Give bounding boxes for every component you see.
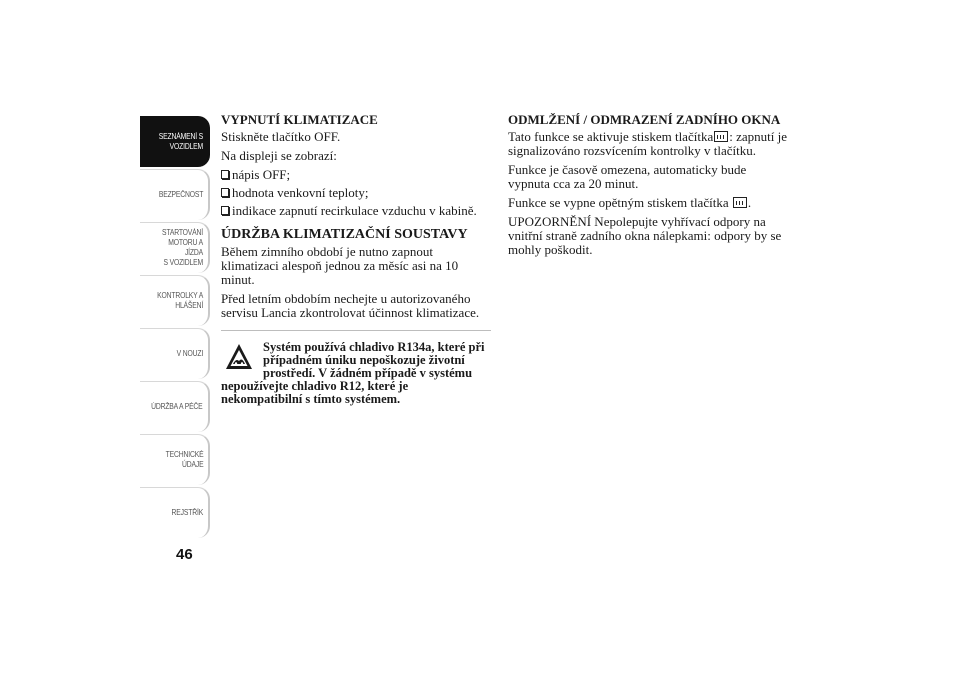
text-run: .: [747, 195, 752, 210]
tab-label: REJSTŘÍK: [171, 508, 203, 517]
text-run: Funkce se vypne opětným stiskem tlačítka: [508, 195, 729, 210]
display-items-list: [221, 168, 491, 218]
heading-vypnuti-klimatizace: VYPNUTÍ KLIMATIZACE: [221, 112, 378, 127]
heading-udrzba-klimatizace: ÚDRŽBA KLIMATIZAČNÍ SOUSTAVY: [221, 227, 468, 242]
tab-label: STARTOVÁNÍ MOTORU A JÍZDA S VOZIDLEM: [161, 228, 203, 267]
paragraph: UPOZORNĚNÍ Nepolepujte vyhřívací odpory na vnitřní straně zadního okna nálepkami: odpory by se mohly poškodit.: [508, 214, 782, 257]
page-number: 46: [176, 546, 193, 563]
tab-startovani[interactable]: [140, 222, 210, 273]
tab-bezpecnost[interactable]: [140, 169, 210, 220]
paragraph: Na displeji se zobrazí:: [221, 148, 337, 163]
paragraph: [508, 130, 788, 158]
tab-kontrolky[interactable]: [140, 275, 210, 326]
tab-rejstrik[interactable]: [140, 487, 210, 538]
tab-technicke-udaje[interactable]: [140, 434, 210, 485]
checkbox-bullet-icon: [221, 206, 229, 215]
paragraph: [508, 196, 788, 210]
list-item-text: indikace zapnutí recirkulace vzduchu v kabině.: [232, 203, 477, 218]
checkbox-bullet-icon: [221, 170, 229, 179]
list-item: [221, 204, 491, 218]
tab-label: V NOUZI: [176, 349, 203, 358]
tab-label: SEZNÁMENÍ S VOZIDLEM: [158, 132, 203, 151]
text-run: Tato funkce se aktivuje stiskem tlačítka: [508, 129, 714, 144]
warning-text: Systém používá chladivo R134a, které při případném úniku nepoškozuje životní prostředí. V žádném případě v systému nepoužívejte chladivo R12, které je nekompatibilní s tímto systémem.: [221, 340, 485, 406]
tab-v-nouzi[interactable]: [140, 328, 210, 379]
paragraph: Před letním obdobím nechejte u autorizovaného servisu Lancia zkontrolovat účinnost klimatizace.: [221, 291, 480, 320]
right-column: [508, 113, 788, 262]
tab-udrzba[interactable]: [140, 381, 210, 432]
paragraph: Stiskněte tlačítko OFF.: [221, 129, 341, 144]
tab-seznameni-s-vozidlem[interactable]: [140, 116, 210, 167]
list-item: [221, 186, 491, 200]
tab-label: KONTROLKY A HLÁŠENÍ: [156, 291, 203, 310]
list-item-text: hodnota venkovní teploty;: [232, 185, 369, 200]
tab-label: ÚDRŽBA A PÉČE: [151, 402, 203, 411]
rear-defrost-icon: [733, 197, 747, 208]
tab-label: BEZPEČNOST: [158, 190, 203, 199]
checkbox-bullet-icon: [221, 188, 229, 197]
list-item: [221, 168, 491, 182]
list-item-text: nápis OFF;: [232, 167, 291, 182]
tab-label: TECHNICKÉ ÚDAJE: [165, 450, 203, 469]
paragraph: Funkce je časově omezena, automaticky bude vypnuta cca za 20 minut.: [508, 162, 747, 191]
text-run: : zapnutí je signalizováno rozsvícením kontrolky v tlačítku.: [508, 129, 787, 158]
chapter-tabs: [140, 116, 210, 540]
heading-odmlzeni: ODMLŽENÍ / ODMRAZENÍ ZADNÍHO OKNA: [508, 112, 781, 127]
left-column: [221, 113, 491, 406]
paragraph: Během zimního období je nutno zapnout klimatizaci alespoň jednou za měsíc asi na 10 minut.: [221, 244, 459, 287]
warning-triangle-icon: [225, 343, 253, 371]
rear-defrost-icon: [714, 131, 728, 142]
warning-box: [221, 330, 491, 406]
